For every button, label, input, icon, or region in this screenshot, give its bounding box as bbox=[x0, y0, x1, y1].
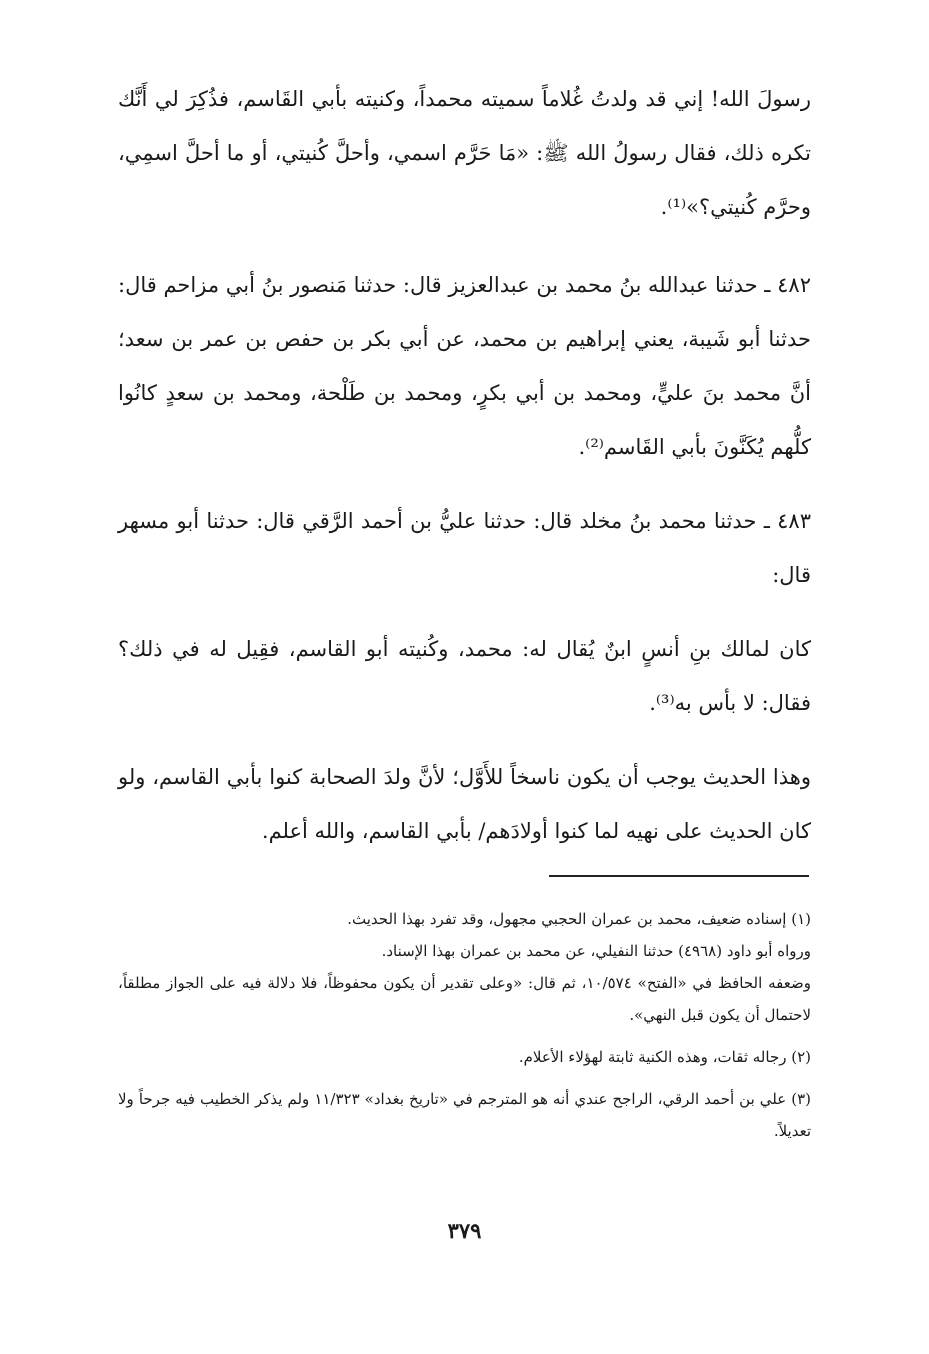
footnote-2: (٢) رجاله ثقات، وهذه الكنية ثابتة لهؤلاء الأعلام. bbox=[518, 1048, 811, 1066]
paragraph-commentary: وهذا الحديث يوجب أن يكون ناسخاً للأَوَّل؛ لأنَّ ولدَ الصحابة كنوا بأبي القاسم، ولو كان الحديث على نهيه لما كنوا أولادَهم/ بأبي القاسم، والله أعلم. bbox=[118, 765, 811, 843]
page-number: ٣٧٩ bbox=[447, 1218, 482, 1243]
footnote-1-line-1: (١) إسناده ضعيف، محمد بن عمران الحجبي مجهول، وقد تفرد بهذا الحديث. bbox=[347, 910, 811, 928]
footnote-1 bbox=[118, 903, 811, 1031]
paragraph-hadith-483-text: كان لمالك بنِ أنسٍ ابنٌ يُقال له: محمد، وكُنيته أبو القاسم، فقِيل له في ذلك؟ فقال: لا بأس به⁽³⁾. bbox=[118, 637, 811, 715]
paragraph-hadith-481-end: رسولَ الله! إني قد ولدتُ غُلاماً سميته محمداً، وكنيته بأبي القَاسم، فذُكِرَ لي أَنَّك تكره ذلك، فقال رسولُ الله ﷺ: «مَا حَرَّم اسمي، وأحلَّ كُنيتي، أو ما أحلَّ اسمِي، وحرَّم كُنيتي؟»⁽¹⁾. bbox=[118, 87, 811, 219]
main-text bbox=[118, 72, 811, 878]
footnote-3: (٣) علي بن أحمد الرقي، الراجح عندي أنه هو المترجم في «تاريخ بغداد» ١١/٣٢٣ ولم يذكر الخطيب فيه جرحاً ولا تعديلاً. bbox=[118, 1090, 811, 1140]
footnote-1-line-3: وضعفه الحافظ في «الفتح» ١٠/٥٧٤، ثم قال: «وعلى تقدير أن يكون محفوظاً، فلا دلالة فيه على الجواز مطلقاً، لاحتمال أن يكون قبل النهي». bbox=[118, 974, 811, 1024]
paragraph-hadith-482: ٤٨٢ ـ حدثنا عبدالله بنُ محمد بن عبدالعزيز قال: حدثنا مَنصور بنُ أبي مزاحم قال: حدثنا أبو شَيبة، يعني إبراهيم بن محمد، عن أبي بكر بن حفص بن عمر بن سعد؛ أنَّ محمد بنَ عليٍّ، ومحمد بن أبي بكرٍ، ومحمد بن طَلْحة، ومحمد بن سعدٍ كانُوا كلُّهم يُكَنَّونَ بأبي القَاسم⁽²⁾. bbox=[118, 273, 811, 459]
footnote-1-line-2: ورواه أبو داود (٤٩٦٨) حدثنا النفيلي، عن محمد بن عمران بهذا الإسناد. bbox=[381, 942, 811, 960]
footnotes bbox=[118, 903, 811, 1157]
paragraph-hadith-483-isnad: ٤٨٣ ـ حدثنا محمد بنُ مخلد قال: حدثنا عليُّ بن أحمد الرَّقي قال: حدثنا أبو مسهر قال: bbox=[118, 509, 811, 587]
footnote-divider bbox=[549, 875, 809, 877]
